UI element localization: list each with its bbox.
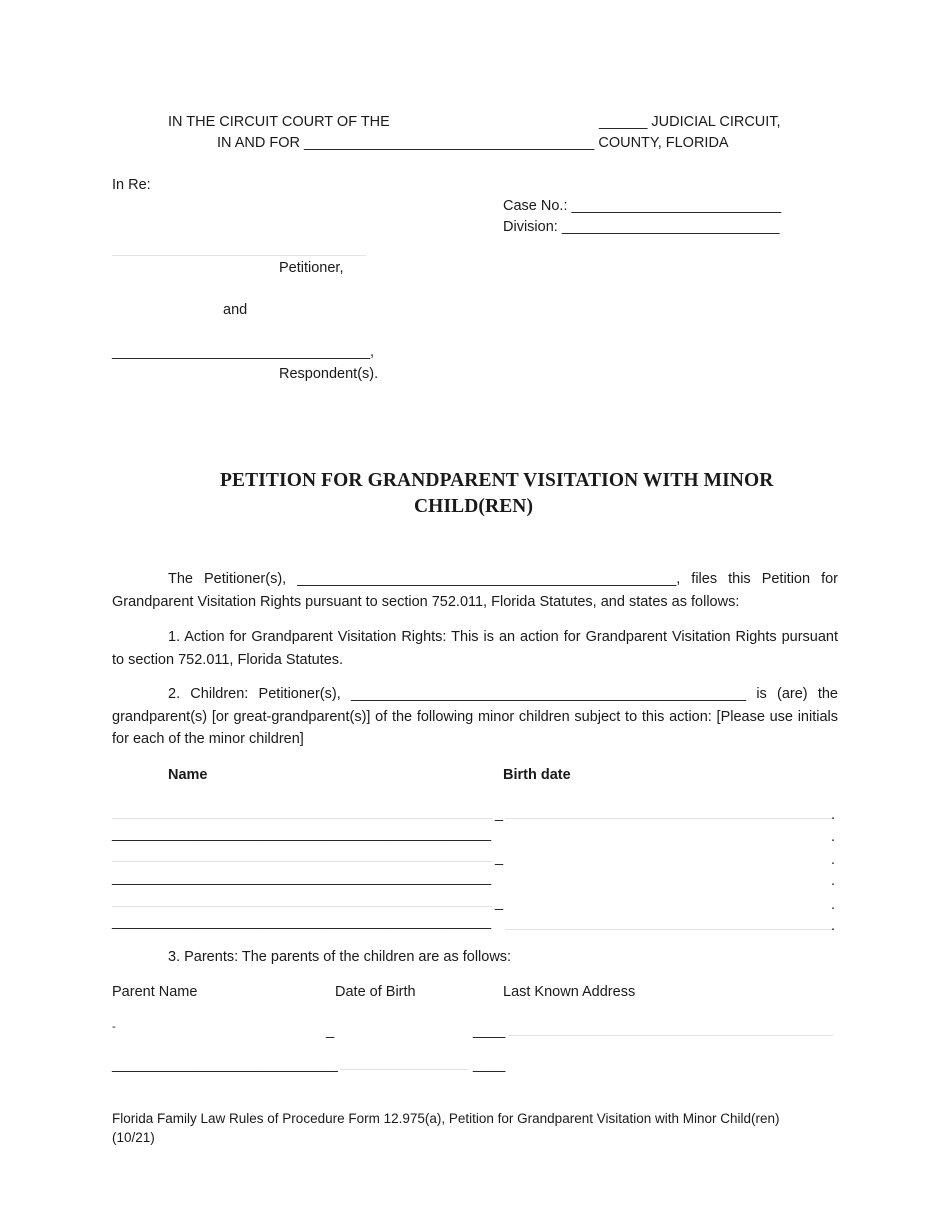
item-3-text: 3. Parents: The parents of the children are as follows: (168, 949, 512, 965)
row-end-mark: . (831, 852, 836, 868)
children-name-header: Name (168, 767, 208, 783)
parent-dob-mark: _ (326, 1023, 335, 1039)
intro-text: The Petitioner(s), _______________________________________________, files this Petition for Grandparent Visitation Rights pursuant to section 752.011, Florida Statutes, and states as follows: (112, 571, 838, 610)
parent-name-header: Parent Name (112, 984, 198, 1000)
parent-row-tick: - (112, 1021, 116, 1033)
court-heading: IN THE CIRCUIT COURT OF THE (168, 114, 390, 130)
parent-address-mark: ____ (473, 1057, 506, 1073)
parent-dob-line[interactable] (340, 1069, 468, 1070)
child-name-line[interactable] (112, 906, 492, 907)
child-name-field[interactable]: _______________________________________________ (112, 914, 492, 930)
child-name-field[interactable]: _______________________________________________ (112, 870, 492, 886)
respondent-name-field[interactable]: ________________________________, (112, 344, 375, 360)
case-number-field[interactable]: Case No.: __________________________ (503, 198, 782, 214)
and-label: and (223, 302, 248, 318)
parent-address-header: Last Known Address (503, 984, 636, 1000)
county-field[interactable]: IN AND FOR ____________________________________ COUNTY, FLORIDA (217, 135, 729, 151)
document-title-line1: PETITION FOR GRANDPARENT VISITATION WITH MINOR (220, 470, 774, 491)
row-end-mark: . (831, 807, 836, 823)
children-birthdate-header: Birth date (503, 767, 571, 783)
child-name-mark: _ (495, 850, 504, 866)
row-end-mark: . (831, 873, 836, 889)
item-1-text: 1. Action for Grandparent Visitation Rights: This is an action for Grandparent Visitation Rights pursuant to section 752.011, Florida Statutes. (112, 629, 838, 668)
parent-address-line[interactable] (508, 1035, 833, 1036)
judicial-circuit-field[interactable]: ______ JUDICIAL CIRCUIT, (599, 114, 781, 130)
parent-name-field[interactable]: ____________________________ (112, 1057, 338, 1073)
row-end-mark: . (831, 918, 836, 934)
item-2-paragraph (112, 683, 838, 751)
item-2-text: 2. Children: Petitioner(s), _________________________________________________ is (are) the grandparent(s) [or great-grandparent(s)] of the following minor children subject to this action: [Please use initials for each of the minor children] (112, 686, 838, 747)
form-footer-line1: Florida Family Law Rules of Procedure Form 12.975(a), Petition for Grandparent Visitation with Minor Child(ren) (112, 1111, 780, 1126)
item-1-paragraph (112, 626, 838, 671)
form-footer-line2: (10/21) (112, 1130, 155, 1145)
child-name-line[interactable] (112, 818, 492, 819)
respondent-label: Respondent(s). (279, 366, 379, 382)
parent-address-mark: ____ (473, 1023, 506, 1039)
child-name-mark: _ (495, 895, 504, 911)
child-birthdate-line[interactable] (505, 818, 833, 819)
parent-dob-header: Date of Birth (335, 984, 416, 1000)
row-end-mark: . (831, 829, 836, 845)
intro-paragraph (112, 568, 838, 613)
child-name-field[interactable]: _______________________________________________ (112, 826, 492, 842)
petitioner-label: Petitioner, (279, 260, 344, 276)
child-birthdate-line[interactable] (505, 929, 833, 930)
in-re-label: In Re: (112, 177, 151, 193)
row-end-mark: . (831, 897, 836, 913)
petitioner-name-line[interactable] (112, 255, 366, 256)
child-name-mark: _ (495, 806, 504, 822)
division-field[interactable]: Division: ___________________________ (503, 219, 780, 235)
child-name-line[interactable] (112, 861, 492, 862)
document-title-line2: CHILD(REN) (414, 496, 534, 517)
